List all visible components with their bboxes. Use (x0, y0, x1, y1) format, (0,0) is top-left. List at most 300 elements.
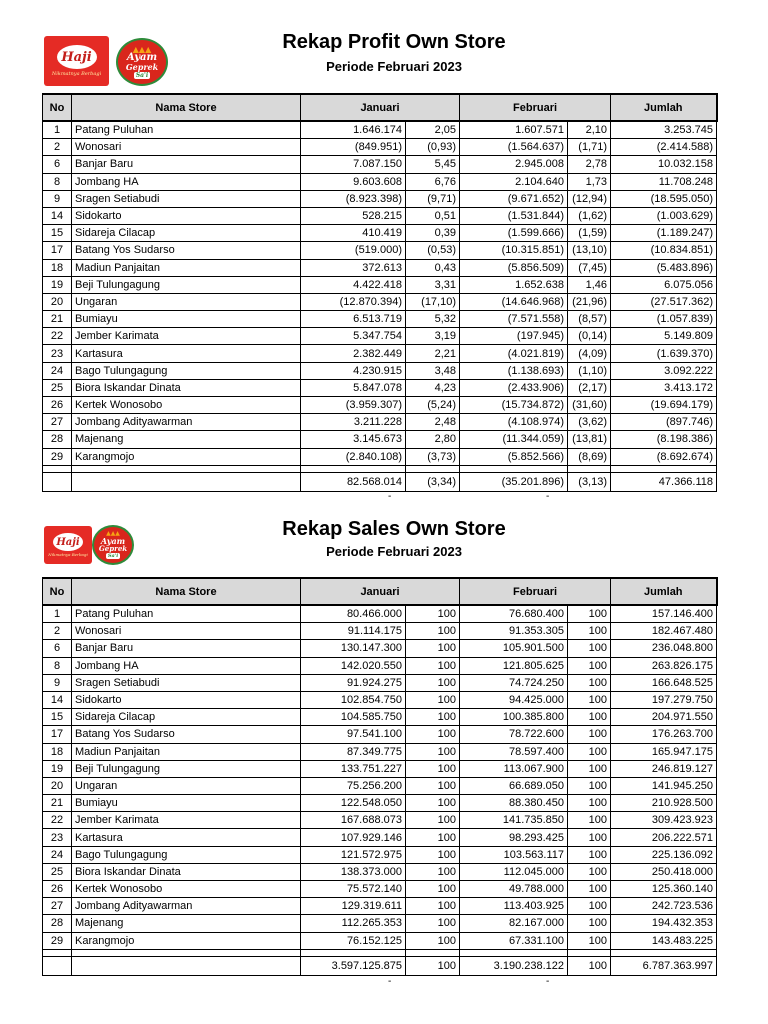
februari-value: 74.724.250 (460, 674, 568, 691)
jumlah-value: 157.146.400 (611, 605, 717, 623)
februari-value: 91.353.305 (460, 623, 568, 640)
col-jumlah: Jumlah (611, 578, 717, 605)
row-number: 17 (43, 726, 72, 743)
total-januari: 3.597.125.875 (301, 956, 406, 975)
store-name: Banjar Baru (72, 640, 301, 657)
jumlah-value: 182.467.480 (611, 623, 717, 640)
januari-percent: 100 (406, 657, 460, 674)
januari-value: (8.923.398) (301, 190, 406, 207)
januari-value: 102.854.750 (301, 691, 406, 708)
jumlah-value: (1.639.370) (611, 345, 717, 362)
februari-value: 112.045.000 (460, 863, 568, 880)
januari-value: (3.959.307) (301, 397, 406, 414)
store-name: Kartasura (72, 345, 301, 362)
januari-percent: 100 (406, 898, 460, 915)
store-name: Madiun Panjaitan (72, 259, 301, 276)
spacer-cell (406, 465, 460, 472)
row-number: 20 (43, 293, 72, 310)
col-no: No (43, 578, 72, 605)
table-row (43, 674, 717, 691)
store-name: Wonosari (72, 623, 301, 640)
table-row (43, 863, 717, 880)
februari-percent: 100 (568, 795, 611, 812)
row-number: 24 (43, 846, 72, 863)
januari-percent: 2,05 (406, 121, 460, 139)
col-februari: Februari (460, 94, 611, 121)
januari-value: 122.548.050 (301, 795, 406, 812)
store-name: Jombang HA (72, 657, 301, 674)
januari-value: (2.840.108) (301, 448, 406, 465)
row-number: 9 (43, 674, 72, 691)
jumlah-value: (18.595.050) (611, 190, 717, 207)
store-name: Bumiayu (72, 795, 301, 812)
store-name: Sidokarto (72, 207, 301, 224)
februari-percent: (0,14) (568, 328, 611, 345)
row-number: 8 (43, 173, 72, 190)
jumlah-value: (8.198.386) (611, 431, 717, 448)
spacer-cell (568, 465, 611, 472)
januari-percent: 100 (406, 932, 460, 949)
februari-value: (1.599.666) (460, 225, 568, 242)
jumlah-value: 165.947.175 (611, 743, 717, 760)
row-number: 14 (43, 207, 72, 224)
col-no: No (43, 94, 72, 121)
row-number: 27 (43, 898, 72, 915)
row-number: 28 (43, 431, 72, 448)
januari-value: 130.147.300 (301, 640, 406, 657)
table-row (43, 121, 717, 139)
januari-value: 2.382.449 (301, 345, 406, 362)
februari-percent: (1,62) (568, 207, 611, 224)
januari-percent: 5,32 (406, 311, 460, 328)
table-row (43, 156, 717, 173)
februari-percent: 100 (568, 863, 611, 880)
jumlah-value: 225.136.092 (611, 846, 717, 863)
table-row (43, 915, 717, 932)
row-number: 2 (43, 623, 72, 640)
store-name: Jombang Adityawarman (72, 414, 301, 431)
total-januari: 82.568.014 (301, 472, 406, 491)
row-number: 14 (43, 691, 72, 708)
table-row (43, 190, 717, 207)
row-number: 22 (43, 328, 72, 345)
februari-percent: 100 (568, 829, 611, 846)
februari-percent: (1,71) (568, 139, 611, 156)
table-row (43, 846, 717, 863)
februari-percent: (13,10) (568, 242, 611, 259)
februari-value: 1.652.638 (460, 276, 568, 293)
februari-percent: 100 (568, 657, 611, 674)
januari-value: 97.541.100 (301, 726, 406, 743)
februari-percent: (13,81) (568, 431, 611, 448)
haji-tagline-small: Nikmatnya Berbagi (48, 552, 88, 557)
jumlah-value: (8.692.674) (611, 448, 717, 465)
januari-percent: 0,39 (406, 225, 460, 242)
jumlah-value: (1.057.839) (611, 311, 717, 328)
januari-value: 129.319.611 (301, 898, 406, 915)
januari-value: 87.349.775 (301, 743, 406, 760)
februari-value: 1.607.571 (460, 121, 568, 139)
januari-percent: 5,45 (406, 156, 460, 173)
sales-dash-feb: - (546, 976, 550, 987)
januari-percent: (0,93) (406, 139, 460, 156)
table-row (43, 362, 717, 379)
table-row (43, 379, 717, 396)
jumlah-value: 141.945.250 (611, 777, 717, 794)
februari-value: 100.385.800 (460, 709, 568, 726)
jumlah-value: 3.413.172 (611, 379, 717, 396)
spacer-row (43, 465, 717, 472)
ayam-line3-small: Sa'i (107, 553, 119, 559)
row-number: 25 (43, 379, 72, 396)
jumlah-value: (5.483.896) (611, 259, 717, 276)
spacer-cell (301, 465, 406, 472)
jumlah-value: 309.423.923 (611, 812, 717, 829)
store-name: Kartasura (72, 829, 301, 846)
februari-percent: (12,94) (568, 190, 611, 207)
table-row (43, 345, 717, 362)
februari-value: (2.433.906) (460, 379, 568, 396)
februari-value: (7.571.558) (460, 311, 568, 328)
table-row (43, 726, 717, 743)
jumlah-value: (2.414.588) (611, 139, 717, 156)
spacer-cell (72, 465, 301, 472)
januari-percent: 2,80 (406, 431, 460, 448)
februari-value: 94.425.000 (460, 691, 568, 708)
table-row (43, 207, 717, 224)
table-row (43, 777, 717, 794)
store-name: Majenang (72, 915, 301, 932)
table-row (43, 414, 717, 431)
profit-dash-jan: - (388, 491, 392, 502)
table-row (43, 448, 717, 465)
januari-value: 138.373.000 (301, 863, 406, 880)
jumlah-value: 246.819.127 (611, 760, 717, 777)
row-number: 21 (43, 795, 72, 812)
januari-value: (12.870.394) (301, 293, 406, 310)
februari-value: 66.689.050 (460, 777, 568, 794)
store-name: Jombang HA (72, 173, 301, 190)
spacer-cell (406, 949, 460, 956)
februari-percent: (31,60) (568, 397, 611, 414)
spacer-cell (460, 949, 568, 956)
flame-icon: ▲▲▲ (132, 44, 152, 54)
spacer-row (43, 949, 717, 956)
februari-percent: (21,96) (568, 293, 611, 310)
jumlah-value: (1.189.247) (611, 225, 717, 242)
col-nama-store: Nama Store (72, 94, 301, 121)
januari-percent: 0,43 (406, 259, 460, 276)
januari-value: 75.256.200 (301, 777, 406, 794)
februari-value: (4.021.819) (460, 345, 568, 362)
total-januari-percent: 100 (406, 956, 460, 975)
profit-table (42, 93, 718, 492)
jumlah-value: 3.092.222 (611, 362, 717, 379)
store-name: Sragen Setiabudi (72, 190, 301, 207)
jumlah-value: 263.826.175 (611, 657, 717, 674)
store-name: Kertek Wonosobo (72, 881, 301, 898)
februari-percent: 100 (568, 812, 611, 829)
januari-value: 107.929.146 (301, 829, 406, 846)
row-number: 6 (43, 156, 72, 173)
spacer-cell (43, 465, 72, 472)
row-number: 1 (43, 605, 72, 623)
store-name: Madiun Panjaitan (72, 743, 301, 760)
spacer-cell (301, 949, 406, 956)
total-jumlah: 47.366.118 (611, 472, 717, 491)
januari-percent: 4,23 (406, 379, 460, 396)
col-jumlah: Jumlah (611, 94, 717, 121)
februari-percent: 100 (568, 881, 611, 898)
januari-value: 528.215 (301, 207, 406, 224)
row-number: 29 (43, 932, 72, 949)
ayam-line2: Geprek (125, 62, 159, 72)
jumlah-value: 197.279.750 (611, 691, 717, 708)
table-row (43, 259, 717, 276)
januari-value: 142.020.550 (301, 657, 406, 674)
total-februari: 3.190.238.122 (460, 956, 568, 975)
januari-percent: 100 (406, 691, 460, 708)
store-name: Sragen Setiabudi (72, 674, 301, 691)
januari-percent: (17,10) (406, 293, 460, 310)
store-name: Kertek Wonosobo (72, 397, 301, 414)
store-name: Beji Tulungagung (72, 276, 301, 293)
profit-period: Periode Februari 2023 (326, 59, 462, 74)
store-name: Karangmojo (72, 932, 301, 949)
table-row (43, 795, 717, 812)
store-name: Biora Iskandar Dinata (72, 863, 301, 880)
table-row (43, 881, 717, 898)
store-name: Sidareja Cilacap (72, 709, 301, 726)
total-row (43, 956, 717, 975)
februari-value: 103.563.117 (460, 846, 568, 863)
februari-percent: 100 (568, 760, 611, 777)
januari-value: (849.951) (301, 139, 406, 156)
februari-percent: 100 (568, 743, 611, 760)
januari-value: 410.419 (301, 225, 406, 242)
total-januari-percent: (3,34) (406, 472, 460, 491)
table-row (43, 657, 717, 674)
store-name: Sidokarto (72, 691, 301, 708)
spacer-cell (72, 949, 301, 956)
table-row (43, 760, 717, 777)
table-row (43, 605, 717, 623)
februari-percent: 100 (568, 709, 611, 726)
februari-value: (1.531.844) (460, 207, 568, 224)
januari-value: 80.466.000 (301, 605, 406, 623)
row-number: 28 (43, 915, 72, 932)
februari-value: 2.104.640 (460, 173, 568, 190)
store-name: Beji Tulungagung (72, 760, 301, 777)
februari-percent: 1,73 (568, 173, 611, 190)
januari-value: 104.585.750 (301, 709, 406, 726)
februari-percent: 100 (568, 932, 611, 949)
total-no-cell (43, 956, 72, 975)
table-row (43, 293, 717, 310)
spacer-cell (43, 949, 72, 956)
januari-value: 1.646.174 (301, 121, 406, 139)
jumlah-value: 194.432.353 (611, 915, 717, 932)
jumlah-value: 242.723.536 (611, 898, 717, 915)
haji-mark-small: Haji (53, 533, 83, 551)
ayam-line1: Ayam (126, 52, 158, 63)
row-number: 18 (43, 743, 72, 760)
februari-percent: 100 (568, 640, 611, 657)
januari-value: 4.422.418 (301, 276, 406, 293)
februari-value: 2.945.008 (460, 156, 568, 173)
row-number: 27 (43, 414, 72, 431)
jumlah-value: (19.694.179) (611, 397, 717, 414)
jumlah-value: (10.834.851) (611, 242, 717, 259)
total-no-cell (43, 472, 72, 491)
store-name: Patang Puluhan (72, 605, 301, 623)
store-name: Jember Karimata (72, 812, 301, 829)
januari-percent: 100 (406, 605, 460, 623)
jumlah-value: 5.149.809 (611, 328, 717, 345)
ayam-line1-small: Ayam (100, 536, 126, 546)
table-row (43, 640, 717, 657)
row-number: 15 (43, 709, 72, 726)
table-row (43, 691, 717, 708)
januari-value: 5.347.754 (301, 328, 406, 345)
haji-tagline: Nikmatnya Berbagi (51, 71, 102, 77)
januari-value: 75.572.140 (301, 881, 406, 898)
col-februari: Februari (460, 578, 611, 605)
jumlah-value: 204.971.550 (611, 709, 717, 726)
februari-percent: 2,78 (568, 156, 611, 173)
januari-value: 76.152.125 (301, 932, 406, 949)
row-number: 1 (43, 121, 72, 139)
table-row (43, 932, 717, 949)
spacer-cell (460, 465, 568, 472)
februari-percent: (4,09) (568, 345, 611, 362)
februari-percent: (7,45) (568, 259, 611, 276)
februari-value: 49.788.000 (460, 881, 568, 898)
januari-percent: (9,71) (406, 190, 460, 207)
store-name: Wonosari (72, 139, 301, 156)
table-row (43, 311, 717, 328)
row-number: 17 (43, 242, 72, 259)
januari-percent: 100 (406, 760, 460, 777)
row-number: 19 (43, 760, 72, 777)
row-number: 2 (43, 139, 72, 156)
februari-value: 105.901.500 (460, 640, 568, 657)
februari-percent: (1,59) (568, 225, 611, 242)
store-name: Biora Iskandar Dinata (72, 379, 301, 396)
ayam-line2-small: Geprek (98, 544, 128, 553)
februari-value: 88.380.450 (460, 795, 568, 812)
row-number: 19 (43, 276, 72, 293)
januari-percent: 0,51 (406, 207, 460, 224)
spacer-cell (611, 949, 717, 956)
januari-percent: 100 (406, 812, 460, 829)
februari-percent: 100 (568, 898, 611, 915)
jumlah-value: 176.263.700 (611, 726, 717, 743)
spacer-cell (611, 465, 717, 472)
februari-percent: 100 (568, 777, 611, 794)
table-row (43, 242, 717, 259)
februari-percent: (1,10) (568, 362, 611, 379)
jumlah-value: 250.418.000 (611, 863, 717, 880)
row-number: 9 (43, 190, 72, 207)
jumlah-value: (1.003.629) (611, 207, 717, 224)
table-row (43, 173, 717, 190)
januari-percent: 100 (406, 915, 460, 932)
jumlah-value: 210.928.500 (611, 795, 717, 812)
jumlah-value: (27.517.362) (611, 293, 717, 310)
total-jumlah: 6.787.363.997 (611, 956, 717, 975)
januari-value: 4.230.915 (301, 362, 406, 379)
februari-value: 82.167.000 (460, 915, 568, 932)
sales-title: Rekap Sales Own Store (282, 518, 506, 540)
jumlah-value: 206.222.571 (611, 829, 717, 846)
januari-percent: 100 (406, 863, 460, 880)
januari-percent: 3,48 (406, 362, 460, 379)
store-name: Banjar Baru (72, 156, 301, 173)
januari-percent: (5,24) (406, 397, 460, 414)
sales-dash-jan: - (388, 976, 392, 987)
row-number: 20 (43, 777, 72, 794)
table-row (43, 829, 717, 846)
row-number: 26 (43, 397, 72, 414)
januari-percent: 3,31 (406, 276, 460, 293)
februari-value: 113.067.900 (460, 760, 568, 777)
total-label-cell (72, 956, 301, 975)
januari-value: 3.145.673 (301, 431, 406, 448)
table-row (43, 397, 717, 414)
store-name: Jombang Adityawarman (72, 898, 301, 915)
row-number: 29 (43, 448, 72, 465)
februari-percent: 100 (568, 623, 611, 640)
februari-value: 78.722.600 (460, 726, 568, 743)
store-name: Majenang (72, 431, 301, 448)
januari-value: 3.211.228 (301, 414, 406, 431)
februari-value: (4.108.974) (460, 414, 568, 431)
februari-percent: 1,46 (568, 276, 611, 293)
row-number: 15 (43, 225, 72, 242)
store-name: Bago Tulungagung (72, 846, 301, 863)
januari-value: 372.613 (301, 259, 406, 276)
februari-value: 76.680.400 (460, 605, 568, 623)
row-number: 25 (43, 863, 72, 880)
flame-icon-small: ▲▲▲ (106, 530, 120, 537)
table-row (43, 743, 717, 760)
jumlah-value: 236.048.800 (611, 640, 717, 657)
februari-value: (5.852.566) (460, 448, 568, 465)
januari-value: 5.847.078 (301, 379, 406, 396)
row-number: 23 (43, 345, 72, 362)
januari-percent: 100 (406, 743, 460, 760)
januari-percent: 100 (406, 777, 460, 794)
februari-value: 113.403.925 (460, 898, 568, 915)
store-name: Batang Yos Sudarso (72, 242, 301, 259)
table-row (43, 431, 717, 448)
store-name: Karangmojo (72, 448, 301, 465)
februari-percent: 100 (568, 691, 611, 708)
jumlah-value: (897.746) (611, 414, 717, 431)
januari-percent: 100 (406, 623, 460, 640)
col-januari: Januari (301, 94, 460, 121)
januari-percent: 2,21 (406, 345, 460, 362)
store-name: Ungaran (72, 777, 301, 794)
store-name: Batang Yos Sudarso (72, 726, 301, 743)
januari-percent: (0,53) (406, 242, 460, 259)
januari-value: 121.572.975 (301, 846, 406, 863)
februari-percent: 2,10 (568, 121, 611, 139)
row-number: 18 (43, 259, 72, 276)
januari-percent: 2,48 (406, 414, 460, 431)
table-row (43, 709, 717, 726)
